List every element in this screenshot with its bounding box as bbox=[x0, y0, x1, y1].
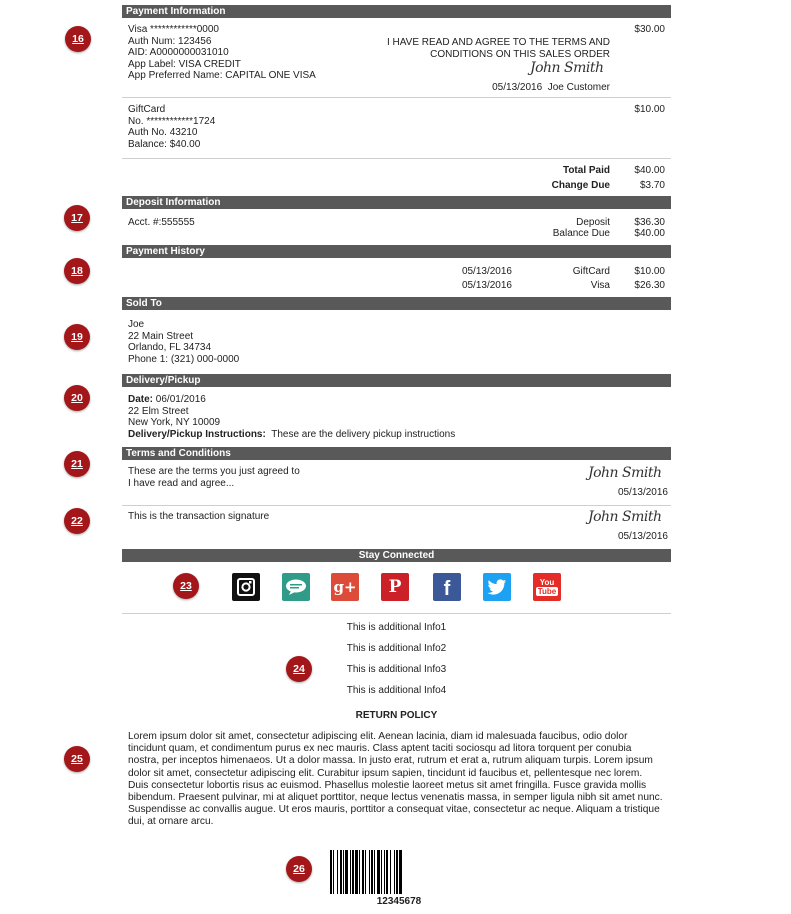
deposit-label: Deposit bbox=[576, 217, 610, 228]
callout-badge-18: 18 bbox=[64, 258, 90, 284]
stay-connected-header: Stay Connected bbox=[122, 549, 671, 562]
terms-line-1: These are the terms you just agreed to bbox=[128, 466, 300, 477]
total-paid-value: $40.00 bbox=[634, 165, 665, 176]
barcode-bar bbox=[371, 850, 373, 894]
sold-to-header: Sold To bbox=[122, 297, 671, 310]
customer-street: 22 Main Street bbox=[128, 330, 194, 342]
barcode-bar bbox=[386, 850, 388, 894]
barcode-bar bbox=[396, 850, 398, 894]
history-row-date: 05/13/2016 bbox=[461, 280, 512, 291]
delivery-instructions-line bbox=[128, 429, 455, 441]
twitter-icon[interactable] bbox=[483, 573, 511, 601]
transaction-signature: John Smith bbox=[588, 509, 662, 525]
chat-icon[interactable] bbox=[282, 573, 310, 601]
agreement-line-1: I HAVE READ AND AGREE TO THE TERMS AND bbox=[386, 37, 610, 48]
barcode-bar bbox=[330, 850, 332, 894]
agreement-line-2: CONDITIONS ON THIS SALES ORDER bbox=[430, 48, 610, 60]
instagram-glyph bbox=[236, 577, 256, 597]
terms-date: 05/13/2016 bbox=[617, 487, 668, 498]
youtube-tube-text: Tube bbox=[537, 587, 557, 596]
customer-name: Joe bbox=[128, 319, 145, 330]
delivery-date-value: 06/01/2016 bbox=[155, 394, 206, 405]
callout-badge-22: 22 bbox=[64, 508, 90, 534]
giftcard-balance: Balance: $40.00 bbox=[128, 138, 201, 150]
callout-badge-26: 26 bbox=[286, 856, 312, 882]
barcode-bar bbox=[355, 850, 358, 894]
instagram-icon[interactable] bbox=[232, 573, 260, 601]
divider bbox=[122, 613, 671, 614]
terms-text bbox=[128, 466, 300, 489]
agreement-text bbox=[387, 37, 610, 60]
barcode-bar bbox=[384, 850, 385, 894]
balance-due-value: $40.00 bbox=[634, 228, 665, 239]
callout-badge-17: 17 bbox=[64, 205, 90, 231]
history-row-method: GiftCard bbox=[572, 266, 610, 277]
return-policy-title: RETURN POLICY bbox=[355, 710, 438, 721]
barcode-bar bbox=[365, 850, 366, 894]
deposit-information-header: Deposit Information bbox=[122, 196, 671, 209]
youtube-you-text: You bbox=[539, 578, 555, 587]
callout-badge-25: 25 bbox=[64, 746, 90, 772]
giftcard-amount: $10.00 bbox=[634, 104, 665, 115]
youtube-icon[interactable] bbox=[533, 573, 561, 601]
google-plus-icon[interactable]: g+ bbox=[331, 573, 359, 601]
barcode-bar bbox=[394, 850, 395, 894]
card-sign-info bbox=[492, 82, 610, 94]
pinterest-icon[interactable]: P bbox=[381, 573, 409, 601]
barcode-bar bbox=[377, 850, 380, 894]
deposit-account: Acct. #:555555 bbox=[128, 217, 195, 228]
balance-due-label: Balance Due bbox=[552, 228, 610, 239]
card-signature: John Smith bbox=[530, 60, 604, 76]
giftcard-details bbox=[128, 104, 215, 150]
additional-info-1: This is additional Info1 bbox=[346, 622, 447, 633]
giftcard-number: No. ************1724 bbox=[128, 115, 216, 127]
card-number: Visa ************0000 bbox=[128, 24, 219, 35]
giftcard-auth: Auth No. 43210 bbox=[128, 127, 198, 138]
barcode-bar bbox=[362, 850, 364, 894]
transaction-date: 05/13/2016 bbox=[617, 531, 668, 542]
callout-badge-24: 24 bbox=[286, 656, 312, 682]
callout-badge-23: 23 bbox=[173, 573, 199, 599]
change-due-value: $3.70 bbox=[639, 180, 665, 191]
transaction-signature-text: This is the transaction signature bbox=[128, 511, 270, 522]
total-paid-label: Total Paid bbox=[562, 165, 610, 176]
barcode-bar bbox=[399, 850, 402, 894]
history-row-method: Visa bbox=[590, 280, 610, 291]
history-row-amount: $10.00 bbox=[634, 266, 665, 277]
delivery-details bbox=[128, 394, 455, 440]
additional-info-4: This is additional Info4 bbox=[346, 685, 447, 696]
additional-info-2: This is additional Info2 bbox=[346, 643, 447, 654]
callout-badge-20: 20 bbox=[64, 385, 90, 411]
barcode-bar bbox=[359, 850, 360, 894]
auth-num: Auth Num: 123456 bbox=[128, 35, 212, 47]
change-due-label: Change Due bbox=[551, 180, 610, 191]
card-amount: $30.00 bbox=[634, 24, 665, 35]
customer-phone: Phone 1: (321) 000-0000 bbox=[128, 353, 240, 365]
barcode-bar bbox=[390, 850, 391, 894]
delivery-street: 22 Elm Street bbox=[128, 405, 189, 417]
app-label: App Label: VISA CREDIT bbox=[128, 58, 241, 70]
barcode-bar bbox=[333, 850, 334, 894]
barcode-bar bbox=[345, 850, 348, 894]
card-details bbox=[128, 24, 316, 82]
terms-signature: John Smith bbox=[588, 465, 662, 481]
barcode-bar bbox=[337, 850, 338, 894]
delivery-pickup-header: Delivery/Pickup bbox=[122, 374, 671, 387]
divider bbox=[122, 97, 671, 98]
facebook-icon[interactable]: f bbox=[433, 573, 461, 601]
barcode-bar bbox=[369, 850, 370, 894]
app-preferred-name: App Preferred Name: CAPITAL ONE VISA bbox=[128, 70, 316, 81]
delivery-instructions-value: These are the delivery pickup instructions bbox=[271, 428, 456, 440]
terms-conditions-header: Terms and Conditions bbox=[122, 447, 671, 460]
delivery-date-line bbox=[128, 394, 455, 406]
delivery-city: New York, NY 10009 bbox=[128, 417, 221, 428]
twitter-glyph bbox=[487, 579, 507, 596]
card-sign-name: Joe Customer bbox=[547, 82, 610, 93]
history-row-amount: $26.30 bbox=[634, 280, 665, 291]
barcode-bar bbox=[381, 850, 382, 894]
card-sign-date: 05/13/2016 bbox=[492, 82, 543, 93]
terms-line-2: I have read and agree... bbox=[128, 477, 235, 489]
barcode-bar bbox=[352, 850, 354, 894]
delivery-instructions-label: Delivery/Pickup Instructions: bbox=[128, 428, 266, 440]
delivery-date-label: Date: bbox=[128, 394, 154, 405]
additional-info-3: This is additional Info3 bbox=[346, 664, 447, 675]
divider bbox=[122, 158, 671, 159]
aid: AID: A0000000031010 bbox=[128, 47, 229, 58]
payment-information-header: Payment Information bbox=[122, 5, 671, 18]
giftcard-label: GiftCard bbox=[128, 104, 166, 115]
callout-badge-21: 21 bbox=[64, 451, 90, 477]
payment-history-header: Payment History bbox=[122, 245, 671, 258]
return-policy-text: Lorem ipsum dolor sit amet, consectetur adipiscing elit. Aenean lacinia, diam id malesuada faucibus, odio dolor tincidunt quam, et condimentum purus ex nec mauris. Class aptent taciti sociosqu ad litora torquent per conubia nostra, per inceptos himenaeos. Ut a dolor massa. In justo erat, rutrum et erat a, rutrum aliquam turpis. Lorem ipsum dolor sit amet, consectetur adipiscing elit. Curabitur ipsum sapien, tincidunt id faucibus et, pellentesque nec lorem. Duis consectetur lobortis risus ac euismod. Phasellus molestie laoreet metus sit amet fringilla. Fusce gravida mollis bibendum. Praesent pulvinar, mi at aliquet porttitor, neque lectus venenatis massa, in semper ligula nibh sit amet nunc. Suspendisse ac convallis augue. Ut eros mauris, porttitor a consequat vitae, consectetur ac neque. Aliquam a tristique dui, at ornare arcu. bbox=[128, 731, 663, 828]
callout-badge-16: 16 bbox=[65, 26, 91, 52]
callout-badge-19: 19 bbox=[64, 324, 90, 350]
deposit-value: $36.30 bbox=[634, 217, 665, 228]
chat-glyph bbox=[285, 578, 307, 596]
barcode bbox=[330, 850, 468, 894]
customer-city: Orlando, FL 34734 bbox=[128, 342, 212, 353]
divider bbox=[122, 505, 671, 506]
barcode-number: 12345678 bbox=[376, 896, 422, 907]
barcode-bar bbox=[340, 850, 342, 894]
history-row-date: 05/13/2016 bbox=[461, 266, 512, 277]
barcode-bar bbox=[374, 850, 375, 894]
barcode-bar bbox=[350, 850, 351, 894]
sold-to-address bbox=[128, 319, 239, 365]
barcode-bar bbox=[343, 850, 344, 894]
